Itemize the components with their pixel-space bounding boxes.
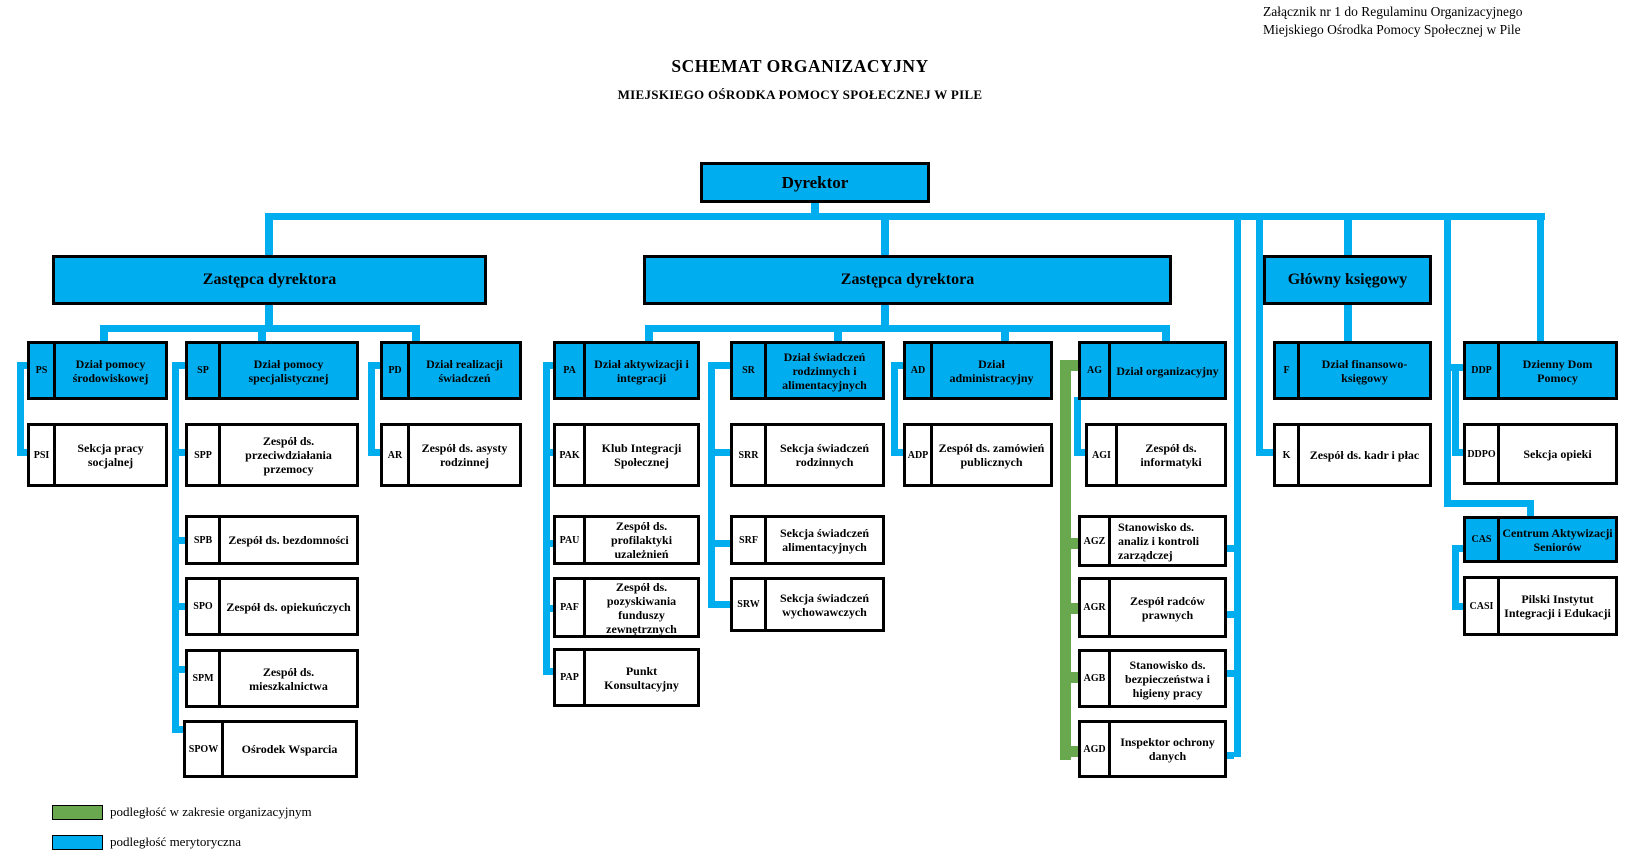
connector-line-blue bbox=[543, 668, 553, 675]
box-chief-accountant-label: Główny księgowy bbox=[1287, 271, 1408, 288]
connector-line-blue bbox=[172, 537, 185, 544]
unit-label: Sekcja pracy socjalnej bbox=[77, 441, 144, 469]
unit-code: PSI bbox=[30, 426, 56, 484]
connector-line-blue bbox=[172, 666, 185, 673]
box-deputy-director-2-label: Zastępca dyrektora bbox=[840, 271, 975, 288]
connector-line-blue bbox=[708, 362, 715, 608]
connector-line-green bbox=[1060, 360, 1071, 760]
unit-label: Zespół ds. przeciwdziałania przemocy bbox=[245, 434, 332, 476]
connector-line-blue bbox=[1537, 220, 1544, 341]
unit-label: Zespół ds. pozyskiwania funduszy zewnętrznych bbox=[606, 579, 677, 636]
connector-line-blue bbox=[1001, 332, 1009, 341]
unit-AGD bbox=[1078, 720, 1227, 778]
unit-PA bbox=[553, 341, 700, 400]
unit-label: Zespół ds. zamówień publicznych bbox=[938, 441, 1045, 469]
unit-CAS bbox=[1463, 516, 1618, 563]
connector-line-blue bbox=[1527, 500, 1534, 516]
unit-PSI bbox=[27, 423, 168, 487]
unit-label: Zespół ds. mieszkalnictwa bbox=[249, 664, 328, 693]
connector-line-blue bbox=[1162, 332, 1170, 341]
connector-line-blue bbox=[172, 449, 185, 456]
unit-PD bbox=[380, 341, 522, 400]
connector-line-blue bbox=[1344, 220, 1352, 255]
connector-line-green bbox=[1060, 746, 1078, 757]
unit-code: CASI bbox=[1466, 579, 1500, 633]
unit-label: Zespół ds. bezdomności bbox=[228, 533, 349, 547]
unit-code: SR bbox=[733, 344, 767, 397]
unit-code: SRW bbox=[733, 580, 767, 629]
unit-code: DDP bbox=[1466, 344, 1500, 397]
connector-line-blue bbox=[265, 220, 273, 255]
legend-swatch-green bbox=[52, 805, 103, 820]
connector-line-blue bbox=[645, 325, 1170, 332]
unit-AD bbox=[903, 341, 1053, 400]
connector-line-blue bbox=[1344, 305, 1352, 341]
unit-AGZ bbox=[1078, 515, 1227, 567]
box-director bbox=[700, 162, 930, 203]
unit-code: PD bbox=[383, 344, 410, 397]
connector-line-blue bbox=[1452, 449, 1463, 456]
connector-line-blue bbox=[834, 332, 842, 341]
unit-code: AGZ bbox=[1081, 518, 1111, 564]
unit-label: Inspektor ochrony danych bbox=[1120, 735, 1215, 763]
attachment-note-line1: Załącznik nr 1 do Regulaminu Organizacyjnego bbox=[1263, 4, 1523, 19]
connector-line-blue bbox=[881, 220, 889, 255]
unit-CASI bbox=[1463, 576, 1618, 636]
connector-line-blue bbox=[1227, 752, 1234, 759]
connector-line-blue bbox=[172, 362, 179, 733]
legend bbox=[52, 804, 312, 860]
unit-label: Sekcja świadczeń wychowawczych bbox=[780, 590, 869, 619]
legend-row-organizational bbox=[52, 804, 312, 820]
unit-SPB bbox=[185, 515, 359, 565]
legend-label-organizational: podległość w zakresie organizacyjnym bbox=[110, 804, 312, 819]
box-director-label: Dyrektor bbox=[781, 172, 849, 192]
unit-code: SPO bbox=[188, 580, 221, 633]
unit-DDPO bbox=[1463, 423, 1618, 485]
connector-line-blue bbox=[708, 540, 730, 547]
unit-code: AD bbox=[906, 344, 933, 397]
connector-line-blue bbox=[172, 603, 185, 610]
unit-code: AGI bbox=[1088, 426, 1118, 484]
unit-PAK bbox=[553, 423, 700, 487]
unit-label: Stanowisko ds. bezpieczeństwa i higieny pracy bbox=[1125, 657, 1210, 700]
unit-AGR bbox=[1078, 577, 1227, 638]
unit-label: Sekcja świadczeń rodzinnych bbox=[780, 441, 869, 469]
page-title: SCHEMAT ORGANIZACYJNY bbox=[671, 56, 929, 76]
legend-label-substantive: podległość merytoryczna bbox=[110, 834, 242, 849]
unit-PS bbox=[27, 341, 168, 400]
unit-code: SPOW bbox=[186, 723, 224, 775]
unit-SR bbox=[730, 341, 885, 400]
connector-line-blue bbox=[1234, 220, 1241, 757]
unit-code: CAS bbox=[1466, 519, 1500, 560]
connector-line-blue bbox=[1444, 500, 1534, 507]
unit-PAP bbox=[553, 648, 700, 707]
unit-F bbox=[1273, 341, 1432, 400]
attachment-note bbox=[1263, 3, 1523, 39]
box-deputy-director-1 bbox=[52, 255, 487, 305]
box-deputy-director-2 bbox=[643, 255, 1172, 305]
connector-line-blue bbox=[258, 332, 266, 341]
unit-code: AGR bbox=[1081, 580, 1111, 635]
unit-SPP bbox=[185, 423, 359, 487]
unit-code: DDPO bbox=[1466, 426, 1500, 482]
connector-line-blue bbox=[543, 540, 553, 547]
unit-SRW bbox=[730, 577, 885, 632]
unit-code: F bbox=[1276, 344, 1300, 397]
unit-label: Dział świadczeń rodzinnych i alimentacyjnych bbox=[782, 349, 867, 392]
unit-SPM bbox=[185, 649, 359, 708]
connector-line-blue bbox=[708, 601, 730, 608]
connector-line-blue bbox=[1452, 545, 1459, 610]
box-deputy-director-1-label: Zastępca dyrektora bbox=[202, 271, 337, 288]
attachment-note-line2: Miejskiego Ośrodka Pomocy Społecznej w Pile bbox=[1263, 21, 1521, 37]
connector-line-blue bbox=[17, 362, 24, 456]
connector-line-blue bbox=[17, 449, 27, 456]
unit-label: Stanowisko ds. analiz i kontroli zarządczej bbox=[1118, 520, 1200, 562]
unit-code: AG bbox=[1081, 344, 1111, 397]
unit-code: PAU bbox=[556, 518, 586, 562]
unit-code: SRF bbox=[733, 518, 767, 562]
connector-line-blue bbox=[811, 203, 819, 213]
unit-code: AR bbox=[383, 426, 410, 484]
unit-code: K bbox=[1276, 426, 1300, 484]
unit-label: Dział organizacyjny bbox=[1116, 363, 1219, 378]
unit-label: Dział pomocy środowiskowej bbox=[72, 356, 149, 385]
connector-line-blue bbox=[543, 605, 553, 612]
unit-label: Ośrodek Wsparcia bbox=[241, 742, 338, 756]
unit-code: SPM bbox=[188, 652, 221, 705]
connector-line-blue bbox=[100, 325, 420, 332]
connector-line-green bbox=[1060, 672, 1078, 683]
unit-label: Zespół ds. asysty rodzinnej bbox=[421, 441, 508, 469]
unit-code: AGD bbox=[1081, 723, 1111, 775]
unit-code: SRR bbox=[733, 426, 767, 484]
unit-AG bbox=[1078, 341, 1227, 400]
connector-line-blue bbox=[412, 332, 420, 341]
connector-line-blue bbox=[1227, 545, 1234, 552]
unit-code: SPP bbox=[188, 426, 221, 484]
unit-label: Sekcja opieki bbox=[1523, 447, 1592, 461]
unit-label: Klub Integracji Społecznej bbox=[601, 441, 682, 469]
unit-code: PAP bbox=[556, 651, 586, 704]
connector-line-blue bbox=[891, 362, 898, 456]
unit-label: Dział pomocy specjalistycznej bbox=[248, 356, 329, 385]
connector-line-blue bbox=[368, 449, 380, 456]
unit-label: Centrum Aktywizacji Seniorów bbox=[1502, 525, 1613, 554]
unit-code: PAF bbox=[556, 580, 586, 635]
connector-line-blue bbox=[1452, 368, 1459, 456]
legend-swatch-blue bbox=[52, 835, 103, 850]
unit-code: PAK bbox=[556, 426, 586, 484]
connector-line-blue bbox=[265, 213, 1545, 220]
unit-label: Zespół ds. profilaktyki uzależnień bbox=[610, 519, 673, 561]
unit-label: Dział realizacji świadczeń bbox=[426, 356, 503, 385]
connector-line-blue bbox=[1256, 449, 1273, 456]
unit-code: AGB bbox=[1081, 652, 1111, 705]
unit-label: Zespół ds. kadr i płac bbox=[1309, 448, 1420, 462]
connector-line-blue bbox=[1256, 220, 1263, 452]
unit-K bbox=[1273, 423, 1432, 487]
connector-line-blue bbox=[891, 449, 903, 456]
unit-SRR bbox=[730, 423, 885, 487]
connector-line-blue bbox=[1227, 611, 1234, 618]
connector-line-blue bbox=[645, 332, 653, 341]
unit-AGI bbox=[1085, 423, 1227, 487]
connector-line-green bbox=[1060, 603, 1078, 614]
unit-code: ADP bbox=[906, 426, 933, 484]
unit-SP bbox=[185, 341, 359, 400]
unit-label: Dział finansowo-księgowy bbox=[1321, 356, 1408, 385]
connector-line-blue bbox=[1227, 670, 1234, 677]
connector-line-blue bbox=[265, 305, 273, 327]
connector-line-blue bbox=[1074, 449, 1085, 456]
unit-code: PA bbox=[556, 344, 586, 397]
page-subtitle: MIEJSKIEGO OŚRODKA POMOCY SPOŁECZNEJ W PILE bbox=[617, 87, 983, 102]
unit-label: Pilski Instytut Integracji i Edukacji bbox=[1504, 592, 1611, 620]
unit-SPOW bbox=[183, 720, 358, 778]
unit-label: Dział aktywizacji i integracji bbox=[594, 356, 689, 385]
unit-label: Zespół ds. informatyki bbox=[1140, 441, 1202, 469]
unit-label: Zespół ds. opiekuńczych bbox=[226, 599, 351, 614]
connector-line-blue bbox=[881, 305, 889, 327]
unit-SRF bbox=[730, 515, 885, 565]
connector-line-blue bbox=[543, 449, 553, 456]
connector-line-blue bbox=[100, 332, 108, 341]
legend-row-substantive bbox=[52, 834, 312, 850]
unit-code: SP bbox=[188, 344, 221, 397]
unit-PAF bbox=[553, 577, 700, 638]
connector-line-green bbox=[1060, 538, 1078, 549]
box-chief-accountant bbox=[1263, 255, 1432, 305]
unit-ADP bbox=[903, 423, 1053, 487]
unit-label: Zespół radców prawnych bbox=[1130, 593, 1205, 622]
unit-code: PS bbox=[30, 344, 56, 397]
connector-line-blue bbox=[1452, 603, 1463, 610]
unit-AR bbox=[380, 423, 522, 487]
unit-label: Dzienny Dom Pomocy bbox=[1522, 356, 1593, 385]
unit-label: Dział administracyjny bbox=[949, 356, 1034, 385]
unit-AGB bbox=[1078, 649, 1227, 708]
connector-line-blue bbox=[368, 362, 375, 456]
unit-label: Punkt Konsultacyjny bbox=[604, 663, 679, 692]
unit-PAU bbox=[553, 515, 700, 565]
connector-line-blue bbox=[708, 449, 730, 456]
unit-DDP bbox=[1463, 341, 1618, 400]
unit-SPO bbox=[185, 577, 359, 636]
connector-line-blue bbox=[543, 362, 550, 675]
unit-label: Sekcja świadczeń alimentacyjnych bbox=[780, 526, 869, 554]
unit-code: SPB bbox=[188, 518, 221, 562]
connector-line-blue bbox=[1074, 397, 1081, 456]
